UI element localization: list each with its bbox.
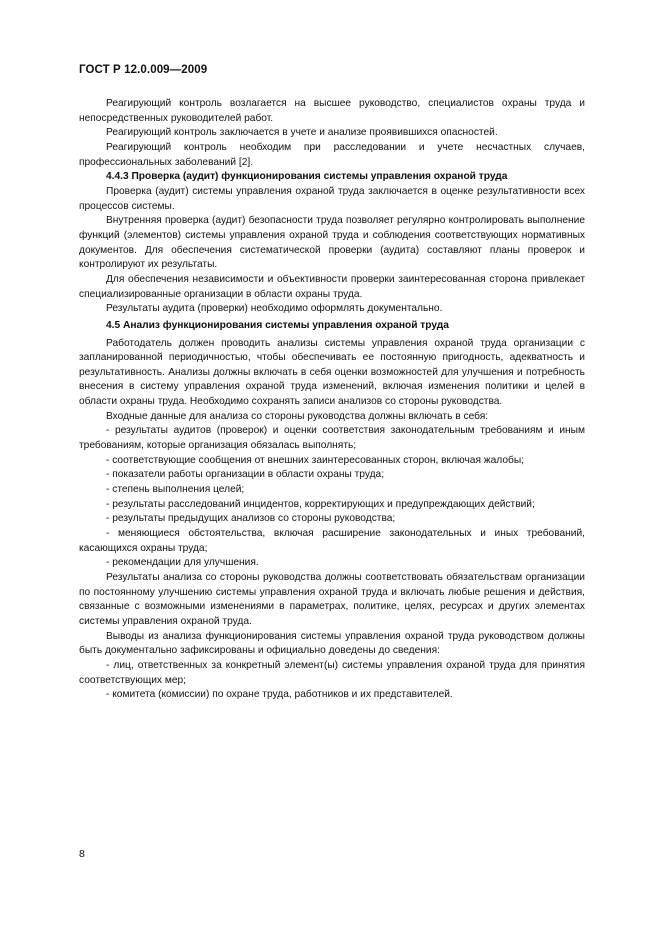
section-heading-4-5: 4.5 Анализ функционирования системы управления охраной труда [106,319,449,331]
list-item: - рекомендации для улучшения. [106,557,259,569]
list-item: - соответствующие сообщения от внешних заинтересованных сторон, включая жалобы; [106,454,524,466]
paragraph: Выводы из анализа функционирования системы управления охраной труда руководством должны быть документально зафиксированы и официально доведены до сведения: [79,630,585,657]
paragraph: Проверка (аудит) системы управления охраной труда заключается в оценке результативности всех процессов системы. [79,185,585,212]
list-item: - степень выполнения целей; [106,484,245,496]
paragraph: Реагирующий контроль заключается в учете и анализе проявившихся опасностей. [106,127,498,139]
paragraph: Внутренняя проверка (аудит) безопасности труда позволяет регулярно контролировать выполнение функций (элементов) системы управления охраной труда и соблюдения соответствующих нормативных документов. Для обеспечения систематической проверки (аудита) составляют планы проверок и контролируют их результаты. [79,215,585,271]
list-item: - меняющиеся обстоятельства, включая расширение законодательных и иных требований, касающихся охраны труда; [79,528,585,554]
paragraph: Реагирующий контроль возлагается на высшее руководство, специалистов охраны труда и непосредственных руководителей работ. [79,98,585,124]
paragraph: Результаты аудита (проверки) необходимо оформлять документально. [106,303,443,315]
paragraph: Работодатель должен проводить анализы системы управления охраной труда организации с запланированной периодичностью, чтобы обеспечивать ее постоянную пригодность, адекватность и результативность. Анализы должны включать в себя оценки возможностей для улучшения и потребность внесения в систему управления охраной труда изменений, включая изменения политики и целей в области охраны труда. Необходимо сохранять записи анализов со стороны руководства. [79,337,585,408]
list-item: - лиц, ответственных за конкретный элемент(ы) системы управления охраной труда для принятия соответствующих мер; [79,659,585,686]
paragraph: Реагирующий контроль необходим при расследовании и учете несчастных случаев, профессиональных заболеваний [2]. [79,141,585,168]
list-item: - результаты расследований инцидентов, корректирующих и предупреждающих действий; [106,498,535,510]
page-number: 8 [79,848,85,860]
paragraph: Входные данные для анализа со стороны руководства должны включать в себя: [106,410,489,422]
list-item: - показатели работы организации в области охраны труда; [106,469,385,481]
paragraph: Результаты анализа со стороны руководства должны соответствовать обязательствам организации по постоянному улучшению системы управления охраной труда и включать любые решения и действия, связанные с возможными изменениями в параметрах, политике, целях, ресурсах и других элементах системы управления охраной труда. [79,572,585,627]
list-item: - комитета (комиссии) по охране труда, работников и их представителей. [106,689,453,701]
paragraph: Для обеспечения независимости и объективности проверки заинтересованная сторона привлекает специализированные организации в области охраны труда. [79,273,585,300]
standard-designation: ГОСТ Р 12.0.009—2009 [79,64,208,76]
page-body [79,97,585,703]
list-item: - результаты аудитов (проверок) и оценки соответствия законодательным требованиям и иным требованиям, которые организация обязалась выполнять; [79,425,585,452]
section-heading-4-4-3: 4.4.3 Проверка (аудит) функционирования системы управления охраной труда [106,171,508,183]
list-item: - результаты предыдущих анализов со стороны руководства; [106,513,396,525]
